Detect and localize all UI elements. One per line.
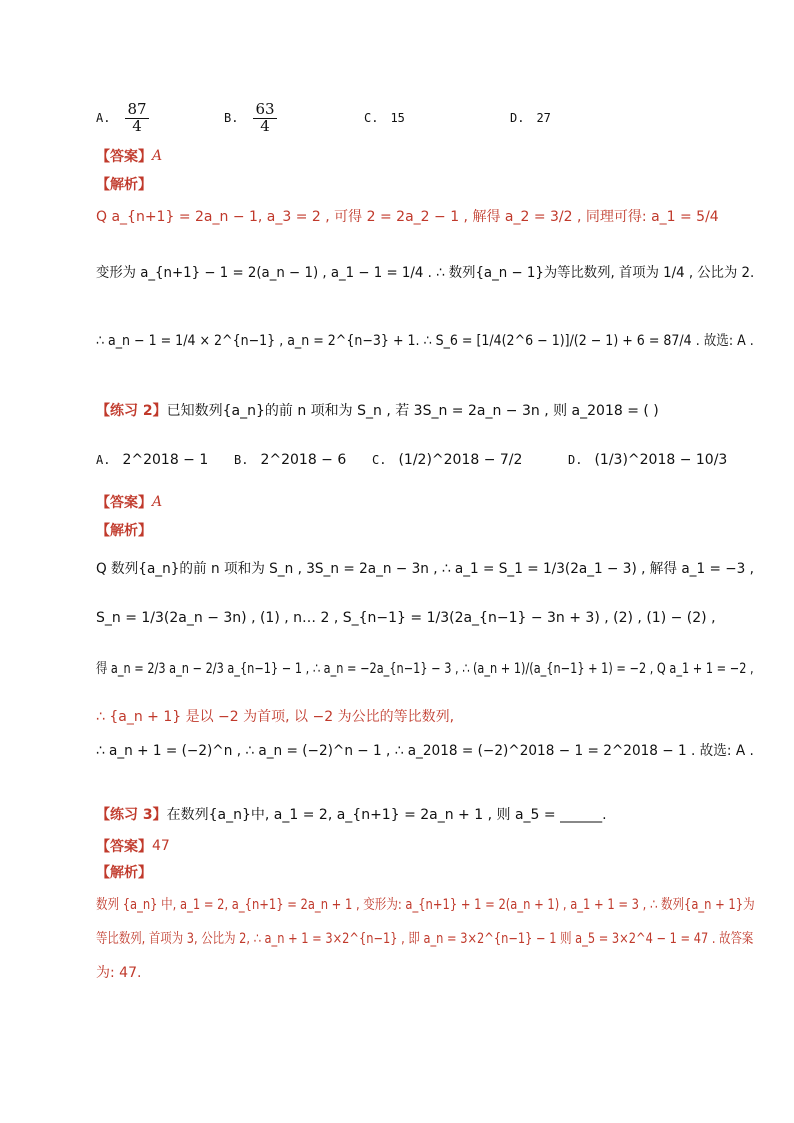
analysis-line: ∴ a_n − 1 = 1/4 × 2^{n−1} , a_n = 2^{n−3} + 1. ∴ S_6 = [1/4(2^6 − 1)]/(2 − 1) + 6 = 87/4 . 故选: A . [96, 333, 754, 349]
analysis-line: 为: 47. [96, 965, 142, 981]
answer-line: 【答案】 47 [96, 838, 170, 855]
analysis-line: 数列 {a_n} 中, a_1 = 2, a_{n+1} = 2a_n + 1 , 变形为: a_{n+1} + 1 = 2(a_n + 1) , a_1 + 1 = 3 , ∴ 数列{a_n + 1}为 [96, 897, 755, 913]
analysis-line: 变形为 a_{n+1} − 1 = 2(a_n − 1) , a_1 − 1 = 1/4 . ∴ 数列{a_n − 1}为等比数列, 首项为 1/4 , 公比为 2. [96, 265, 755, 281]
option-c: C. (1/2)^2018 − 7/2 [372, 452, 523, 468]
fraction: $\frac{63}{4}$ [255, 99, 275, 135]
option-a: A. 2^2018 − 1 [96, 452, 209, 468]
practice-2-stem: 【练习 2】 已知数列{a_n}的前 n 项和为 S_n , 若 3S_n = 2a_n − 3n , 则 a_2018 = ( ) [96, 403, 659, 419]
option-a: A. $\frac{87}{4}$ [96, 99, 147, 135]
analysis-line: S_n = 1/3(2a_n − 3n) , (1) , n… 2 , S_{n−1} = 1/3(2a_{n−1} − 3n + 3) , (2) , (1) − (2) , [96, 610, 716, 626]
option-d: D. (1/3)^2018 − 10/3 [568, 452, 728, 468]
prev-options [96, 96, 736, 140]
answer-line: 【答案】 A [96, 148, 163, 165]
option-c: C. 15 [364, 111, 405, 125]
option-b: B. 2^2018 − 6 [234, 452, 347, 468]
practice-2-options [96, 438, 736, 482]
option-d: D. 27 [510, 111, 551, 125]
analysis-line: ∴ a_n + 1 = (−2)^n , ∴ a_n = (−2)^n − 1 , ∴ a_2018 = (−2)^2018 − 1 = 2^2018 − 1 . 故选: A . [96, 743, 754, 759]
analysis-line: Q 数列{a_n}的前 n 项和为 S_n , 3S_n = 2a_n − 3n , ∴ a_1 = S_1 = 1/3(2a_1 − 3) , 解得 a_1 = −3 , [96, 561, 754, 577]
analysis-line: 得 a_n = 2/3 a_n − 2/3 a_{n−1} − 1 , ∴ a_n = −2a_{n−1} − 3 , ∴ (a_n + 1)/(a_{n−1} + 1) = −2 , Q a_1 + 1 = −2 , [96, 661, 754, 677]
analysis-line: ∴ {a_n + 1} 是以 −2 为首项, 以 −2 为公比的等比数列, [96, 709, 455, 725]
fraction: $\frac{87}{4}$ [127, 99, 147, 135]
analysis-heading: 【解析】 [96, 177, 152, 193]
analysis-line: Q a_{n+1} = 2a_n − 1, a_3 = 2 , 可得 2 = 2a_2 − 1 , 解得 a_2 = 3/2 , 同理可得: a_1 = 5/4 [96, 209, 719, 225]
answer-line: 【答案】 A [96, 494, 163, 511]
practice-3-stem: 【练习 3】 在数列{a_n}中, a_1 = 2, a_{n+1} = 2a_n + 1 , 则 a_5 = ______. [96, 807, 607, 823]
analysis-line: 等比数列, 首项为 3, 公比为 2, ∴ a_n + 1 = 3×2^{n−1} , 即 a_n = 3×2^{n−1} − 1 则 a_5 = 3×2^4 − 1 = 47 . 故答案 [96, 931, 754, 947]
option-b: B. $\frac{63}{4}$ [224, 99, 275, 135]
analysis-heading: 【解析】 [96, 523, 152, 539]
analysis-heading: 【解析】 [96, 865, 152, 881]
